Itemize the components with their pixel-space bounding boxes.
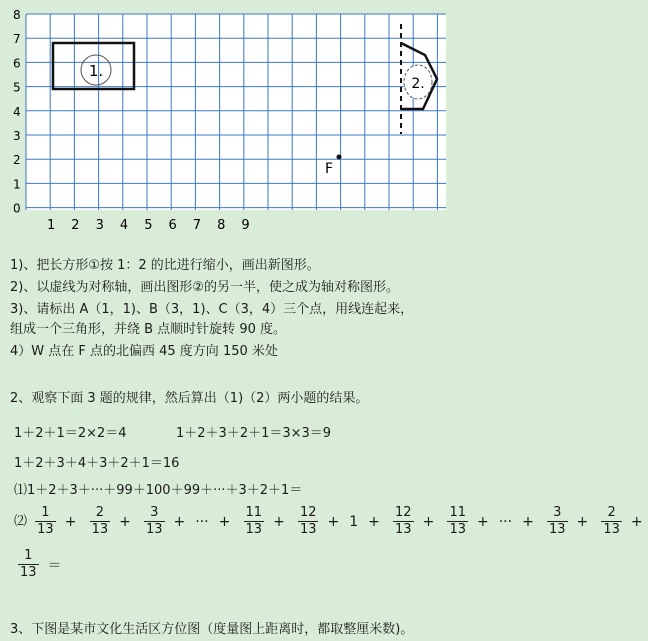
y-tick-label: 2 (13, 153, 21, 168)
y-tick-label: 8 (13, 8, 21, 22)
fraction: $\frac{12}{13}$ (395, 505, 412, 537)
y-tick-label: 4 (13, 104, 21, 119)
coordinate-grid-area (0, 0, 460, 232)
x-tick-label: 1 (47, 218, 56, 233)
y-tick-label: 0 (13, 201, 21, 216)
shape-2-label: 2. (411, 76, 425, 92)
point-f-label: F (325, 161, 334, 177)
coordinate-grid (0, 0, 460, 232)
x-tick-label: 9 (241, 218, 250, 233)
fraction: $\frac{1}{13}$ (37, 505, 54, 537)
q1-line-3a: 3)、请标出 A（1，1)、B（3，1)、C（3，4）三个点，用线连起来， (10, 302, 414, 317)
equation-1: 1＋2＋1＝2×2＝4 (14, 426, 127, 441)
fraction: $\frac{2}{13}$ (603, 505, 620, 537)
fraction: $\frac{12}{13}$ (299, 505, 317, 537)
x-tick-label: 6 (168, 218, 177, 233)
x-tick-label: 3 (95, 218, 104, 233)
fraction: $\frac{2}{13}$ (91, 505, 109, 537)
equation-4: ⑴1＋2＋3＋···＋99＋100＋99＋···＋3＋2＋1＝ (14, 483, 303, 498)
point-f (337, 155, 342, 160)
fraction: $\frac{3}{13}$ (548, 505, 566, 537)
q1-line-2: 2)、以虚线为对称轴，画出图形②的另一半，使之成为轴对称图形。 (10, 280, 399, 295)
q1-line-4: 4）W 点在 F 点的北偏西 45 度方向 150 米处 (10, 344, 278, 359)
y-axis-labels (13, 8, 21, 216)
x-axis-labels (47, 218, 250, 233)
q1-line-1: 1)、把长方形①按 1：2 的比进行缩小，画出新图形。 (10, 258, 320, 273)
equation-5: ⑵ $\frac{1}{13}$ + $\frac{2}{13}$ + $\frac{3}{13}$ + ··· + $\frac{11}{13}$ + $\frac{12}{13}$ + 1 + $\frac{12}{13}$ + $\frac{11}{13}$ + ··· + $\frac{3}{13}$ + $\frac{2}{13}$ + (14, 505, 643, 537)
x-tick-label: 4 (119, 218, 129, 233)
equation-2: 1＋2＋3＋2＋1＝3×3＝9 (176, 426, 332, 441)
q1-line-3b: 组成一个三角形，并绕 B 点顺时针旋转 90 度。 (10, 322, 286, 337)
q2-title: 2、观察下面 3 题的规律，然后算出（1)（2）两小题的结果。 (10, 391, 369, 406)
q3-title: 3、下图是某市文化生活区方位图（度量图上距离时，都取整厘米数)。 (10, 622, 414, 637)
y-tick-label: 5 (13, 80, 21, 95)
x-tick-label: 8 (217, 218, 226, 233)
y-tick-label: 7 (13, 32, 21, 47)
equation-3: 1＋2＋3＋4＋3＋2＋1＝16 (14, 456, 180, 471)
fraction: $\frac{1}{13}$ (20, 548, 37, 580)
x-tick-label: 2 (71, 218, 80, 233)
y-tick-label: 6 (13, 56, 21, 71)
y-tick-label: 1 (13, 177, 21, 192)
equation-5-prefix: ⑵ (14, 514, 28, 529)
shape-1-label: 1. (88, 62, 104, 80)
x-tick-label: 7 (192, 218, 202, 233)
x-tick-label: 5 (144, 218, 153, 233)
equation-5-continued: $\frac{1}{13}$ ＝ (20, 548, 62, 580)
fraction: $\frac{3}{13}$ (146, 505, 163, 537)
fraction: $\frac{11}{13}$ (245, 505, 263, 537)
fraction: $\frac{11}{13}$ (449, 505, 466, 537)
y-tick-label: 3 (13, 129, 21, 143)
